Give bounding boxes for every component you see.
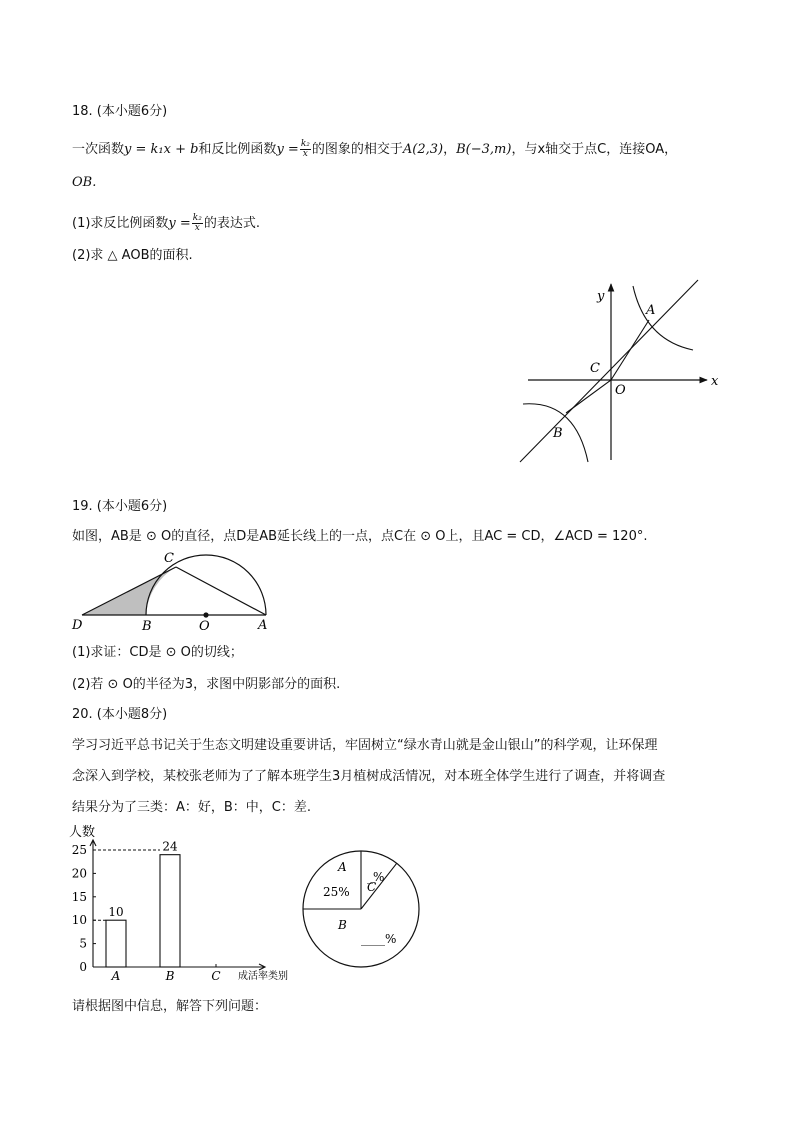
data-label: 24 <box>162 839 178 854</box>
slice-percent-a: 25% <box>323 885 350 899</box>
pie-chart <box>298 845 428 975</box>
slice-percent-c: _% <box>367 870 385 884</box>
q20-header: 20. (本小题8分) <box>72 707 168 722</box>
segment-oa <box>611 320 649 380</box>
q20-prompt: 请根据图中信息，解答下列问题： <box>72 999 268 1014</box>
y-tick-label: 10 <box>71 913 87 928</box>
q18-part1-fraction: $\frac{\text{k₂}}{x}$ <box>192 213 202 233</box>
x-tick-label: B <box>165 969 175 983</box>
q18-fn1: y = k₁x + b <box>124 142 199 157</box>
q18-sep: ， <box>443 142 457 157</box>
q18-point-b: B(−3,m) <box>456 142 512 157</box>
y-tick-label: 15 <box>71 889 87 904</box>
q19-stem: 如图，AB是 ⊙ O的直径，点D是AB延长线上的一点，点C在 ⊙ O上，且AC = CD，∠ACD = 120°. <box>72 529 648 544</box>
label-a: A <box>646 303 656 318</box>
x-axis-label: 成活率类别 <box>238 971 288 982</box>
label-o: O <box>615 383 626 398</box>
q18-fn2-lhs: y = <box>276 142 299 157</box>
q18-part2: (2)求 △ AOB的面积. <box>72 248 193 263</box>
bar <box>106 920 126 967</box>
q20-stem-line3: 结果分为了三类：A：好，B：中，C：差. <box>72 800 312 815</box>
q19-figure <box>68 548 288 633</box>
y-axis-label: 人数 <box>69 825 96 840</box>
q18-stem-line1 <box>72 140 677 159</box>
label-x: x <box>711 374 719 389</box>
q19-part1: (1)求证：CD是 ⊙ O的切线； <box>72 645 243 660</box>
label-b: B <box>142 619 152 634</box>
q18-stem-p4: ，与x轴交于点C，连接OA， <box>511 142 678 157</box>
slice-label-c: C <box>367 880 377 894</box>
linear-function-line <box>520 280 698 462</box>
y-tick-label: 20 <box>71 866 87 881</box>
q18-stem-p3: 的图象的相交于 <box>311 142 403 157</box>
label-c: C <box>164 551 174 566</box>
q19-header: 19. (本小题6分) <box>72 499 168 514</box>
label-c: C <box>590 361 600 376</box>
q18-stem-p2: 和反比例函数 <box>198 142 277 157</box>
slice-label-b: B <box>338 918 347 932</box>
q18-part1-post: 的表达式. <box>203 216 260 231</box>
q20-stem-line1: 学习习近平总书记关于生态文明建设重要讲话，牢固树立“绿水青山就是金山银山”的科学观，让环保理 <box>72 738 658 753</box>
x-tick-label: C <box>211 969 221 983</box>
center-point-o <box>203 612 208 617</box>
q19-part2: (2)若 ⊙ O的半径为3，求图中阴影部分的面积. <box>72 677 341 692</box>
q18-stem-line2: OB. <box>72 175 97 190</box>
label-o: O <box>199 619 210 634</box>
q18-fn2-fraction: $\frac{\text{k₂}}{x}$ <box>300 139 310 159</box>
bar-chart <box>60 820 300 983</box>
y-tick-label: 25 <box>71 843 87 857</box>
label-b: B <box>553 426 563 441</box>
q18-header: 18. (本小题6分) <box>72 104 168 119</box>
label-a: A <box>258 618 268 633</box>
y-tick-label: 5 <box>79 936 87 951</box>
q18-part1 <box>72 214 260 233</box>
line-ca <box>176 567 266 615</box>
y-tick-label: 0 <box>79 960 87 974</box>
x-tick-label: A <box>111 969 121 983</box>
q18-part1-lhs: y = <box>168 216 191 231</box>
label-y: y <box>597 289 605 304</box>
q18-stem-p1: 一次函数 <box>72 142 125 157</box>
q18-part1-pre: (1)求反比例函数 <box>72 216 169 231</box>
q20-stem-line2: 念深入到学校，某校张老师为了了解本班学生3月植树成活情况，对本班全体学生进行了调查，并将调查 <box>72 769 666 784</box>
slice-label-a: A <box>338 860 347 874</box>
slice-percent-b: ____% <box>361 932 397 946</box>
q18-point-a: A(2,3) <box>402 142 444 157</box>
hyperbola-branch-q1 <box>633 286 693 350</box>
segment-ob <box>566 380 611 413</box>
bar <box>160 855 180 967</box>
data-label: 10 <box>108 905 124 920</box>
q18-figure <box>515 280 755 470</box>
label-d: D <box>72 618 83 633</box>
